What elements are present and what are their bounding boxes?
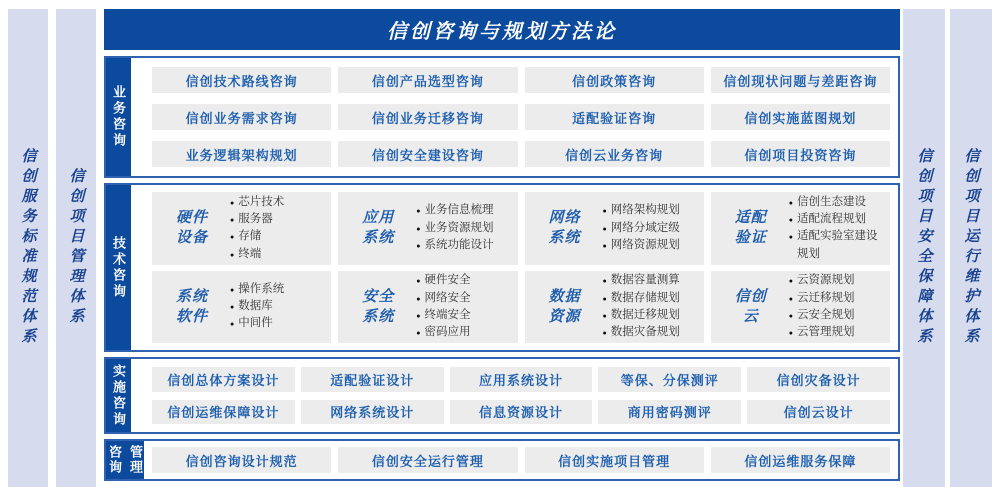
- consult-item: 信创安全建设咨询: [338, 141, 517, 167]
- consult-item: 等保、分保测评: [598, 367, 741, 392]
- consult-item: 信创政策咨询: [525, 67, 704, 93]
- tech-card-title: 数据 资源: [548, 287, 581, 325]
- tech-card-bullets: [781, 272, 888, 341]
- consult-item: 适配验证设计: [301, 367, 444, 392]
- consult-item: 适配验证咨询: [525, 104, 704, 130]
- bullet-dot-icon: ●: [788, 217, 793, 224]
- bullet-item: ● 云管理规划: [788, 326, 855, 338]
- tech-card: [152, 192, 331, 265]
- tech-card-bullets: [408, 202, 515, 254]
- tech-card-bullets: [595, 202, 702, 254]
- tech-card-bullets: [781, 194, 888, 263]
- bullet-dot-icon: ●: [230, 234, 235, 242]
- tech-card: [711, 192, 890, 265]
- bullet-item: ● 信创生态建设: [788, 195, 866, 208]
- bullet-dot-icon: ●: [416, 242, 421, 250]
- tech-card-title: 网络 系统: [548, 209, 581, 247]
- section-label-mgmt-col1: 咨询: [107, 445, 122, 475]
- bullet-dot-icon: ●: [602, 225, 607, 233]
- diagram-title: 信创咨询与规划方法论: [104, 9, 900, 50]
- bullet-item: ● 中间件: [230, 317, 273, 330]
- section-label-impl: 实施咨询: [106, 359, 131, 432]
- bullet-dot-icon: ●: [602, 330, 607, 337]
- bullet-dot-icon: ●: [230, 321, 235, 329]
- section-label-business: 业务咨询: [106, 58, 131, 176]
- bullet-item: ● 存储: [230, 230, 262, 243]
- bullet-item: ● 数据库: [230, 300, 273, 313]
- tech-card-title: 系统 软件: [175, 287, 208, 325]
- bullet-dot-icon: ●: [416, 312, 421, 320]
- mgmt-items-grid: [152, 441, 890, 479]
- section-technical-consulting: [104, 183, 900, 352]
- consult-item: 信创运维保障设计: [152, 400, 295, 425]
- section-business-consulting: [104, 56, 900, 178]
- business-items-grid: [152, 58, 890, 176]
- bullet-dot-icon: ●: [230, 217, 235, 224]
- consult-item: 网络系统设计: [301, 400, 444, 425]
- section-label-mgmt: [106, 441, 144, 479]
- consult-item: 信创总体方案设计: [152, 367, 295, 392]
- consult-item: 信创咨询设计规范: [152, 447, 331, 473]
- bullet-item: ● 云迁移规划: [788, 291, 855, 304]
- consult-item: 信息资源设计: [450, 400, 593, 425]
- tech-card-title: 应用 系统: [362, 209, 395, 247]
- consult-item: 信创云设计: [747, 400, 890, 425]
- bullet-dot-icon: ●: [788, 312, 793, 320]
- tech-card-bullets: [222, 281, 329, 333]
- tech-card: [152, 271, 331, 344]
- bullet-item: ● 数据存储规划: [602, 291, 680, 304]
- consult-item: 信创云业务咨询: [525, 141, 704, 167]
- consult-item: 信创安全运行管理: [338, 447, 517, 473]
- bullet-dot-icon: ●: [602, 312, 607, 320]
- bullet-dot-icon: ●: [416, 278, 421, 286]
- bullet-dot-icon: ●: [602, 278, 607, 286]
- tech-card-title: 信创 云: [734, 287, 767, 325]
- bullet-dot-icon: ●: [416, 225, 421, 233]
- system-bar-security-assurance: 信创项目安全保障体系: [903, 9, 945, 487]
- tech-card-title: 硬件 设备: [175, 209, 208, 247]
- bullet-item: ● 数据容量测算: [602, 274, 680, 287]
- bullet-dot-icon: ●: [230, 304, 235, 312]
- consult-item: 应用系统设计: [450, 367, 593, 392]
- bullet-dot-icon: ●: [230, 199, 235, 207]
- bullet-item: ● 终端安全: [416, 308, 471, 321]
- bullet-dot-icon: ●: [788, 330, 793, 337]
- consult-item: 业务逻辑架构规划: [152, 141, 331, 167]
- bullet-item: ● 云安全规划: [788, 308, 855, 321]
- consult-item: 信创运维服务保障: [711, 447, 890, 473]
- tech-card: [525, 271, 704, 344]
- bullet-dot-icon: ●: [230, 251, 235, 259]
- tech-card-title: 适配 验证: [734, 209, 767, 247]
- bullet-item: ● 云资源规划: [788, 274, 855, 287]
- consult-item: 信创业务迁移咨询: [338, 104, 517, 130]
- bullet-dot-icon: ●: [602, 242, 607, 250]
- system-bar-operation-maintenance: 信创项目运行维护体系: [950, 9, 992, 487]
- bullet-dot-icon: ●: [416, 295, 421, 303]
- bullet-dot-icon: ●: [602, 295, 607, 303]
- tech-card: [338, 271, 517, 344]
- bullet-dot-icon: ●: [230, 286, 235, 294]
- tech-card-title: 安全 系统: [362, 287, 395, 325]
- system-bar-service-standards: 信创服务标准规范体系: [8, 9, 48, 487]
- consult-item: 信创技术路线咨询: [152, 67, 331, 93]
- bullet-item: ● 数据灾备规划: [602, 326, 680, 338]
- bullet-item: ● 密码应用: [416, 326, 471, 338]
- tech-card: [711, 271, 890, 344]
- section-label-mgmt-col2: 管理: [128, 445, 143, 475]
- bullet-item: ● 网络安全: [416, 291, 471, 304]
- bullet-item: ● 芯片技术: [230, 195, 285, 208]
- bullet-item: ● 适配实验室建设规划: [788, 230, 878, 260]
- bullet-dot-icon: ●: [788, 234, 793, 242]
- section-consulting-management: [104, 439, 900, 481]
- bullet-dot-icon: ●: [602, 208, 607, 216]
- bullet-item: ● 数据迁移规划: [602, 308, 680, 321]
- bullet-item: ● 网络资源规划: [602, 238, 680, 251]
- bullet-dot-icon: ●: [416, 330, 421, 337]
- bullet-item: ● 服务器: [230, 213, 273, 225]
- bullet-item: ● 适配流程规划: [788, 213, 866, 225]
- consult-item: 信创实施蓝图规划: [711, 104, 890, 130]
- consult-item: 信创产品选型咨询: [338, 67, 517, 93]
- bullet-item: ● 网络分域定级: [602, 221, 680, 234]
- tech-cards-grid: [152, 185, 890, 350]
- consult-item: 商用密码测评: [598, 400, 741, 425]
- bullet-item: ● 业务信息梳理: [416, 204, 494, 217]
- bullet-item: ● 操作系统: [230, 282, 285, 295]
- bullet-dot-icon: ●: [416, 208, 421, 216]
- bullet-dot-icon: ●: [788, 278, 793, 286]
- tech-card: [525, 192, 704, 265]
- consult-item: 信创现状问题与差距咨询: [711, 67, 890, 93]
- consult-item: 信创业务需求咨询: [152, 104, 331, 130]
- consult-item: 信创灾备设计: [747, 367, 890, 392]
- impl-items-grid: [152, 359, 890, 432]
- bullet-item: ● 终端: [230, 247, 262, 260]
- bullet-item: ● 系统功能设计: [416, 238, 494, 251]
- bullet-item: ● 业务资源规划: [416, 221, 494, 234]
- tech-card-bullets: [595, 272, 702, 341]
- section-label-tech: 技术咨询: [106, 185, 131, 350]
- bullet-item: ● 硬件安全: [416, 274, 471, 287]
- tech-card: [338, 192, 517, 265]
- bullet-item: ● 网络架构规划: [602, 204, 680, 217]
- tech-card-bullets: [408, 272, 515, 341]
- consult-item: 信创项目投资咨询: [711, 141, 890, 167]
- bullet-dot-icon: ●: [788, 295, 793, 303]
- bullet-dot-icon: ●: [788, 199, 793, 207]
- system-bar-project-management: 信创项目管理体系: [56, 9, 96, 487]
- tech-card-bullets: [222, 194, 329, 263]
- section-implementation-consulting: [104, 357, 900, 434]
- consult-item: 信创实施项目管理: [525, 447, 704, 473]
